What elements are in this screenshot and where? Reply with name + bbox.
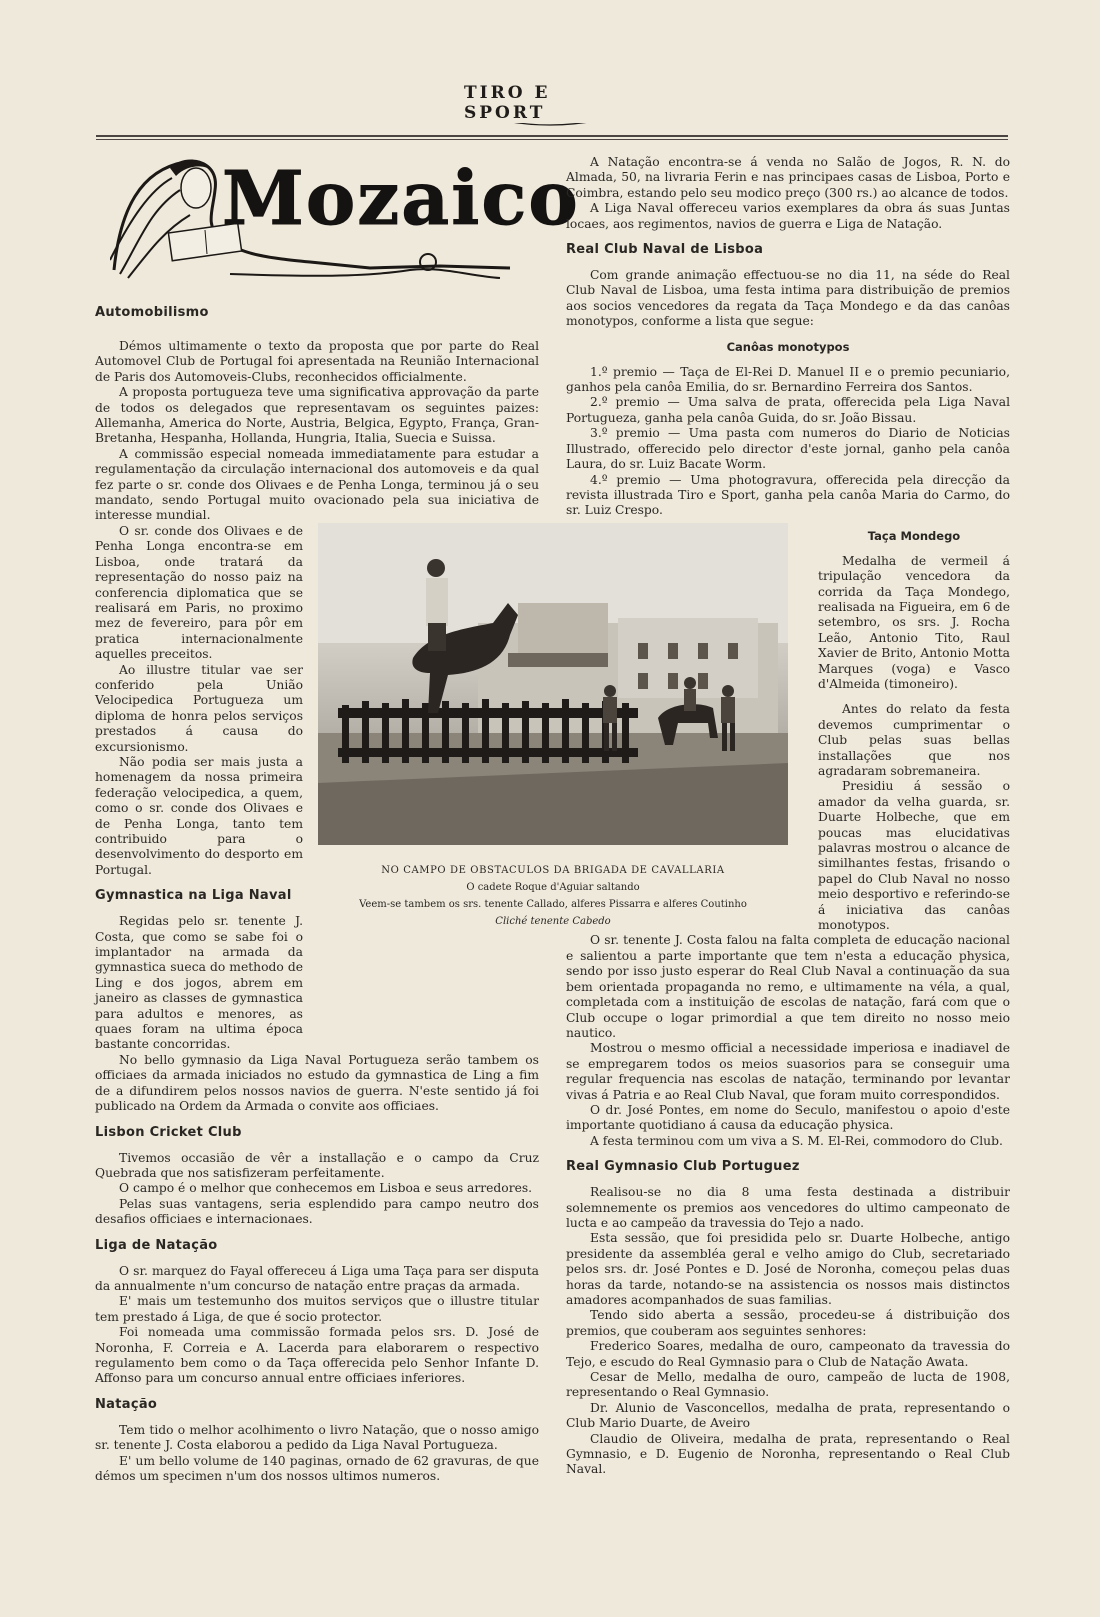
paragraph: A festa terminou com um viva a S. M. El-Rei, commodoro do Club. <box>590 1133 1003 1148</box>
paragraph: Démos ultimamente o texto da proposta que por parte do Real Automovel Club de Portugal foi apresentada na Reunião Internacional de Paris dos Automoveis-Clubs, reconhecidos officialmente. <box>95 339 539 384</box>
paragraph: O sr. marquez do Fayal offereceu á Liga uma Taça para ser disputa da annualmente n'um concurso de natação entre praças da armada. <box>95 1263 539 1293</box>
paragraph: Regidas pelo sr. tenente J. Costa, que como se sabe foi o implantador na armada da gymnastica sueca do methodo de Ling e dos jogos, abrem em janeiro as classes de gymnastica para adultos e menores, as quaes foram na ultima época bastante concorridas. <box>95 914 303 1052</box>
paragraph: E' um bello volume de 140 paginas, ornado de 62 gravuras, de que démos um specimen n'um dos nossos ultimos numeros. <box>95 1453 539 1483</box>
paragraph: Foi nomeada uma commissão formada pelos srs. D. José de Noronha, F. Correia e A. Lacerda para elaborarem o respectivo regulamento bem como o da Taça offerecida pelo Senhor Infante D. Affonso para um concurso annual entre officiaes inferiores. <box>95 1325 539 1386</box>
caption-line: O cadete Roque d'Aguiar saltando <box>466 882 640 893</box>
paragraph: Com grande animação effectuou-se no dia 11, na séde do Real Club Naval de Lisboa, uma festa intima para distribuição de premios aos socios vencedores da regata da Taça Mondego e da das canôas monotypos, conforme a lista que segue: <box>566 268 1010 329</box>
paragraph: A Natação encontra-se á venda no Salão de Jogos, R. N. do Almada, 50, na livraria Ferin e nas principaes casas de Lisboa, Porto e Coimbra, estando pelo seu modico preço (300 rs.) ao alcance de todos. <box>566 155 1010 200</box>
paragraph: O dr. José Pontes, em nome do Seculo, manifestou o apoio d'este importante quotidiano á causa da educação physica. <box>566 1102 1010 1133</box>
paragraph: A proposta portugueza teve uma significativa approvação da parte de todos os delegados que representavam os seguintes paizes: Allemanha, America do Norte, Austria, Belgica, Egypto, França, Gran-Bretanha, Hespanha, Hollanda, Hungria, Italia, Suecia e Suissa. <box>95 385 539 446</box>
paragraph: O sr. conde dos Olivaes e de Penha Longa encontra-se em Lisboa, onde tratará da representação do nosso paiz na conferencia diplomatica que se realisará em Paris, no proximo mez de fevereiro, para pôr em pratica internacionalmente aquelles preceitos. <box>95 523 303 662</box>
paragraph: Tendo sido aberta a sessão, procedeu-se á distribuição dos premios, que couberam aos seguintes senhores: <box>566 1308 1010 1338</box>
paragraph: Tivemos occasião de vêr a installação e o campo da Cruz Quebrada que nos satisfizeram perfeitamente. <box>95 1150 539 1180</box>
paragraph: Realisou-se no dia 8 uma festa destinada a distribuir solemnemente os premios aos vencedores do ultimo campeonato de lucta e ao campeão da travessia do Tejo a nado. <box>566 1185 1010 1230</box>
section-heading-gymnastica: Gymnastica na Liga Naval <box>95 888 292 904</box>
mozaico-title: Mozaico <box>222 156 580 242</box>
paragraph: Mostrou o mesmo official a necessidade imperiosa e inadiavel de se empregarem todos os meios suasorios para se conseguir uma regular frequencia nas escolas de natação, terminando por levantar vivas á Patria e ao Real Club Naval, que foram muito correspondidos. <box>566 1041 1010 1102</box>
paragraph: O campo é o melhor que conhecemos em Lisboa e seus arredores. <box>119 1181 533 1196</box>
section-heading-automobilismo: Automobilismo <box>95 305 209 320</box>
paragraph: Dr. Alunio de Vasconcellos, medalha de prata, representando o Club Mario Duarte, de Aveiro <box>566 1400 1010 1431</box>
paragraph: Antes do relato da festa devemos cumprimentar o Club pelas suas bellas installações que nos agradaram sobremaneira. <box>818 702 1010 778</box>
right-column <box>566 155 1010 1478</box>
paragraph: E' mais um testemunho dos muitos serviços que o illustre titular tem prestado á Liga, de que é socio protector. <box>95 1294 539 1324</box>
prize-item: 4.º premio — Uma photogravura, offerecida pela direcção da revista illustrada Tiro e Sport, ganha pela canôa Maria do Carmo, do sr. Luiz Crespo. <box>566 472 1010 518</box>
wrap-beside-photo-right <box>818 529 1010 934</box>
prize-item: 1.º premio — Taça de El-Rei D. Manuel II e o premio pecuniario, ganhos pela canôa Emilia, do sr. Bernardino Ferreira dos Santos. <box>566 364 1010 395</box>
section-heading-gymnasio: Real Gymnasio Club Portuguez <box>566 1159 800 1175</box>
paragraph: Medalha de vermeil á tripulação vencedora da corrida da Taça Mondego, realisada na Figueira, em 6 de setembro, os srs. J. Rocha Leão, Antonio Tito, Raul Xavier de Brito, Antonio Motta Marques (voga) e Vasco d'Almeida (timoneiro). <box>818 553 1010 691</box>
section-heading-club-naval: Real Club Naval de Lisboa <box>566 242 764 258</box>
paragraph: O sr. tenente J. Costa falou na falta completa de educação nacional e salientou a parte importante que tem n'esta a educação physica, sendo por isso justo esperar do Real Club Naval a continuação da sua bem orientada propaganda no remo, e ultimamente na véla, a qual, completada com a instituição de escolas de natação, fará com que o Club occupe o logar primordial a que tem direito no nosso meio nautico. <box>566 933 1010 1040</box>
paragraph: Frederico Soares, medalha de ouro, campeonato da travessia do Tejo, e escudo do Real Gymnasio para o Club de Natação Awata. <box>566 1339 1010 1369</box>
top-rule <box>96 135 1008 137</box>
section-heading-liga-natacao: Liga de Natação <box>95 1237 218 1253</box>
subheading-canoas: Canôas monotypos <box>726 339 850 354</box>
caption-credit: Cliché tenente Cabedo <box>495 916 611 927</box>
paragraph: A commissão especial nomeada immediatamente para estudar a regulamentação da circulação internacional dos automoveis e da qual fez parte o sr. conde dos Olivaes e de Penha Longa, terminou já o seu mandato, sendo Portugal muito ovacionado pela sua iniciativa de interesse mundial. <box>95 446 539 523</box>
paragraph: Esta sessão, que foi presidida pelo sr. Duarte Holbeche, antigo presidente da assembléa geral e velho amigo do Club, secretariado pelos srs. dr. José Pontes e D. José de Noronha, começou pelas duas horas da tarde, notando-se na assistencia os nossos mais distinctos amadores acompanhados de suas familias. <box>566 1231 1010 1307</box>
top-rule-thin <box>96 139 1008 140</box>
section-heading-cricket: Lisbon Cricket Club <box>95 1124 242 1140</box>
paragraph: Claudio de Oliveira, medalha de prata, representando o Real Gymnasio, e D. Eugenio de Noronha, representando o Real Club Naval. <box>566 1431 1010 1477</box>
paragraph: A Liga Naval offereceu varios exemplares da obra ás suas Juntas locaes, aos regimentos, navios de guerra e Liga de Natação. <box>566 201 1010 231</box>
section-heading-natacao: Natação <box>95 1396 158 1412</box>
mozaico-header <box>110 150 580 285</box>
paragraph: No bello gymnasio da Liga Naval Portugueza serão tambem os officiaes da armada iniciados no estudo da gymnastica de Ling a fim de a difundirem pelos nossos navios de guerra. N'este sentido já foi publicado na Ordem da Armada o convite aos officiaes. <box>95 1052 539 1114</box>
paragraph: Presidiu á sessão o amador da velha guarda, sr. Duarte Holbeche, que em poucas mas elucidativas palavras mostrou o alcance de similhantes festas, frisando o papel do Club Naval no nosso meio desportivo e referindo-se á iniciativa das canôas monotypos. <box>818 779 1010 933</box>
paragraph: Cesar de Mello, medalha de ouro, campeão de lucta de 1908, representando o Real Gymnasio. <box>566 1370 1010 1400</box>
paragraph: Tem tido o melhor acolhimento o livro Natação, que o nosso amigo sr. tenente J. Costa elaborou a pedido da Liga Naval Portugueza. <box>95 1422 539 1453</box>
masthead <box>460 80 640 126</box>
prize-item: 3.º premio — Uma pasta com numeros do Diario de Noticias Illustrado, offerecido pelo director d'este jornal, ganho pela canôa Laura, do sr. Luiz Bacate Worm. <box>566 426 1010 472</box>
paragraph: Ao illustre titular vae ser conferido pela União Velocipedica Portugueza um diploma de honra pelos serviços prestados á causa do excursionismo. <box>95 662 303 754</box>
paragraph: Pelas suas vantagens, seria esplendido para campo neutro dos desafios officiaes e internacionaes. <box>95 1196 539 1227</box>
paragraph: Não podia ser mais justa a homenagem da nossa primeira federação velocipedica, a quem, como o sr. conde dos Olivaes e de Penha Longa, tanto tem contribuido para o desenvolvimento do desporto em Portugal. <box>95 754 303 877</box>
caption-title: NO CAMPO DE OBSTACULOS DA BRIGADA DE CAVALLARIA <box>381 865 725 876</box>
masthead-title: TIRO E SPORT <box>460 83 640 123</box>
caption-line: Veem-se tambem os srs. tenente Callado, alferes Pissarra e alferes Coutinho <box>359 899 747 910</box>
subheading-taca-mondego: Taça Mondego <box>867 528 961 543</box>
prize-item: 2.º premio — Uma salva de prata, offerecida pela Liga Naval Portugueza, ganha pela canôa Guida, do sr. João Bissau. <box>566 395 1010 425</box>
